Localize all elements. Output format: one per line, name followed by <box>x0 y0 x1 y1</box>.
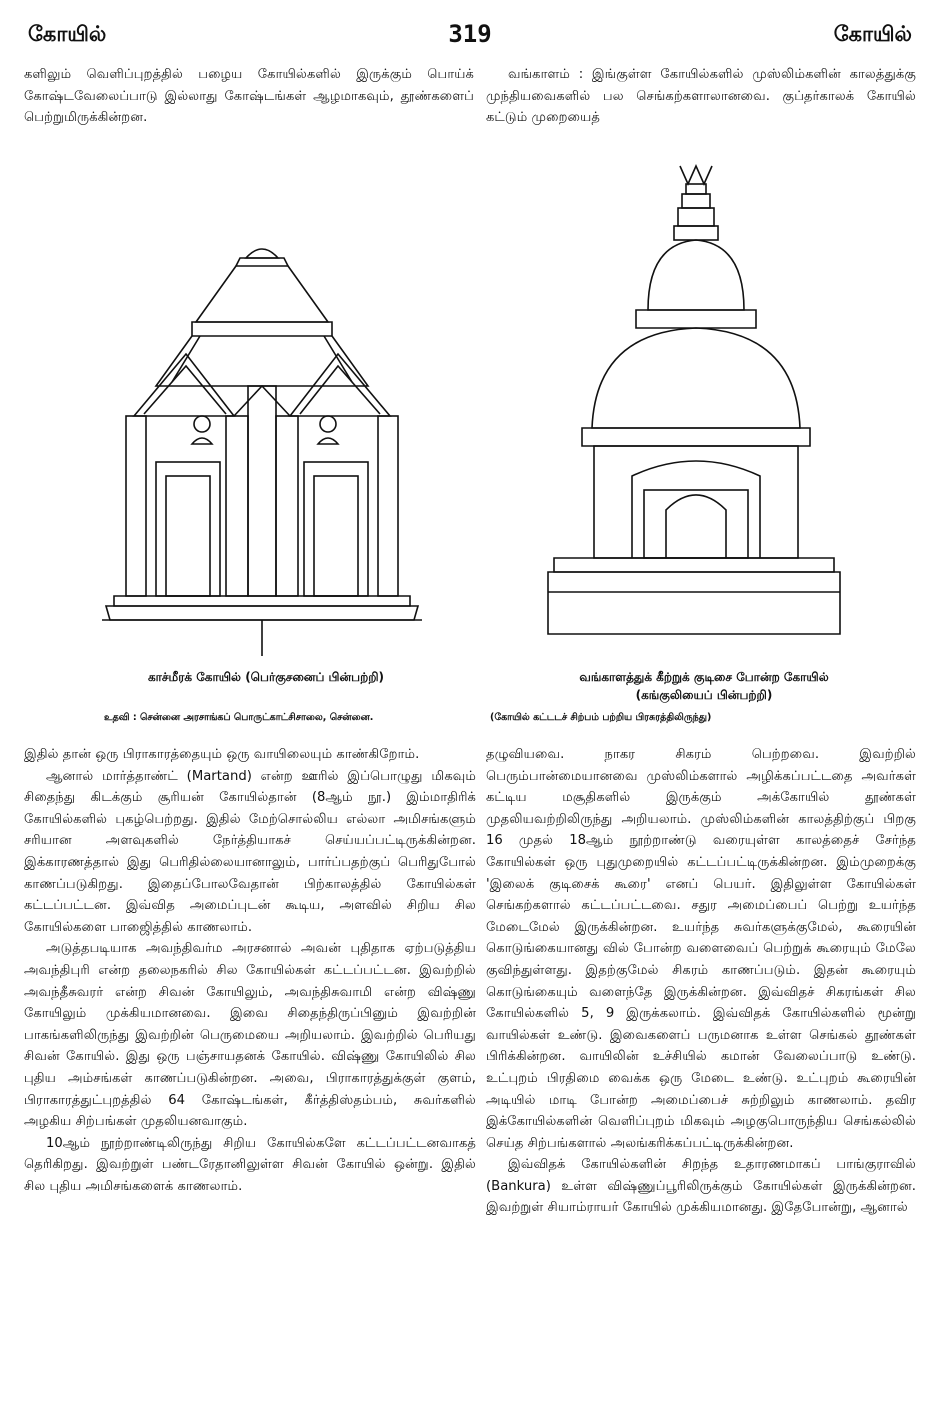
paragraph: அடுத்தபடியாக அவந்திவர்ம அரசனால் அவன் புதிதாக ஏற்படுத்திய அவந்திபுரி என்ற தலைநகரில் சில கோயில்கள் கட்டப்பட்டன. இவற்றில் அவந்தீசுவரர் என்ற சிவன் கோயிலும், அவந்திசுவாமி என்ற விஷ்ணு கோயிலும் முக்கியமானவை. இவை சிதைந்திருப்பினும் இவற்றின் பாகங்களிலிருந்து இவற்றின் பெருமையை அறியலாம். இவற்றில் பெரியது சிவன் கோயில். இது ஒரு பஞ்சாயதனக் கோயில். விஷ்ணு கோயிலில் சில புதிய அம்சங்கள் காணப்படுகின்றன. அவை, பிராகாரத்துக்குள் குளம், பிராகாரத்துட்புறத்தில் 64 கோஷ்டங்கள், கீர்த்திஸ்தம்பம், சுவர்களில் அழகிய சிற்பங்கள் முதலியனவாகும். <box>24 941 476 1130</box>
paragraph: களிலும் வெளிப்புறத்தில் பழைய கோயில்களில் இருக்கும் பொய்க் கோஷ்டவேலைப்பாடு இல்லாது கோஷ்டங்கள் ஆழமாகவும், தூண்களைப் பெற்றுமிருக்கின்றன. <box>24 67 474 126</box>
figure-caption-right <box>494 668 914 704</box>
paragraph: வங்காளம் : இங்குள்ள கோயில்களில் முஸ்லிம்களின் காலத்துக்கு முந்தியவைகளில் பல செங்கற்களாலானவை. குப்தர்காலக் கோயில் கட்டும் முறையைத் <box>486 67 916 126</box>
figure-credit-right: (கோயில் கட்டடச் சிற்பம் பற்றிய பிரசுரத்திலிருந்து) <box>490 712 712 723</box>
figure-caption-left <box>96 668 436 686</box>
kashmir-temple-illustration <box>96 236 428 656</box>
running-title-left: கோயில் <box>28 22 107 46</box>
caption-text: வங்காளத்துக் கீற்றுக் குடிசை போன்ற கோயில் <box>579 670 829 684</box>
figure-credit-left: உதவி : சென்னை அரசாங்கப் பொருட்காட்சிசாலை, சென்னை. <box>104 712 374 723</box>
caption-text: காச்மீரக் கோயில் (பெர்குசனைப் பின்பற்றி) <box>147 670 385 684</box>
bengal-temple-illustration <box>540 160 848 640</box>
paragraph: 10ஆம் நூற்றாண்டிலிருந்து சிறிய கோயில்களே கட்டப்பட்டனவாகத் தெரிகிறது. இவற்றுள் பண்டரேதானிலுள்ள சிவன் கோயில் ஒன்று. இதில் சில புதிய அமிசங்களைக் காணலாம். <box>24 1135 476 1194</box>
bottom-left-column <box>24 744 476 1197</box>
paragraph: ஆனால் மார்த்தாண்ட் (Martand) என்ற ஊரில் இப்பொழுது மிகவும் சிதைந்து கிடக்கும் சூரியன் கோயில்தான் (8ஆம் நூ.) இம்மாதிரிக் கோயில்களில் புகழ்பெற்றது. இதில் மேற்சொல்லிய எல்லா அமிசங்களும் சரியான அளவுகளில் நேர்த்தியாகச் செய்யப்பட்டிருக்கின்றன. இக்காரணத்தால் இது பெரிதில்லையானாலும், பார்ப்பதற்குப் பெரிதுபோல் காணப்படுகிறது. இதைப்போலவேதான் பிற்காலத்தில் கோயில்கள் கட்டப்பட்டன. இவ்வித அமைப்புடன் கூடிய, அளவில் சிறிய சில கோயில்களை பாஜிைத்தில் காணலாம். <box>24 768 476 935</box>
page-header <box>28 22 912 58</box>
bottom-right-column <box>486 744 916 1219</box>
top-right-column <box>486 64 916 129</box>
page-number: 319 <box>448 20 492 48</box>
running-title-right: கோயில் <box>833 22 912 46</box>
caption-source: (கங்குலியைப் பின்பற்றி) <box>635 688 773 702</box>
top-left-column <box>24 64 474 129</box>
paragraph: தழுவியவை. நாகர சிகரம் பெற்றவை. இவற்றில் பெரும்பான்மையானவை முஸ்லிம்களால் அழிக்கப்பட்டதை அவர்கள் கட்டிய மசூதிகளில் இருக்கும் அக்கோயில் தூண்கள் முதலியவற்றிலிருந்து அறியலாம். முஸ்லிம்களின் காலத்திற்குப் பிறகு 16 முதல் 18ஆம் நூற்றாண்டு வரையுள்ள காலத்தைச் சேர்ந்த கோயில்கள் ஒரு புதுமுறையில் கட்டப்பட்டிருக்கின்றன. இம்முறைக்கு 'இலைக் குடிசைக் கூரை' எனப் பெயர். இதிலுள்ள கோயில்கள் செங்கற்களால் கட்டப்பட்டவை. சதுர அமைப்பைப் பெற்று உயர்ந்த மேடைமேல் இருக்கின்றன. உயர்ந்த சுவர்களுக்குமேல், கூரையின் கொடுங்கையானது வில் போன்ற வளைவைப் பெற்றுக் கூரையும் மேலே குவிந்துள்ளது. இதற்குமேல் சிகரம் காணப்படும். இதன் கூரையும் கொடுங்கையும் வளைந்தே இருக்கின்றன. இவ்விதச் சிகரங்கள் சில கோயில்களில் 5, 9 இருக்கலாம். இவ்விதக் கோயில்களில் மூன்று வாயில்கள் உண்டு. இவைகளைப் பருமனாக உள்ள செங்கல் தூண்கள் பிரிக்கின்றன. வாயிலின் உச்சியில் கமான் வேலைப்பாடு உண்டு. உட்புறம் பிரதிமை வைக்க ஒரு மேடை உண்டு. உட்புறம் கூரையின் அடியில் மாடி போன்ற அமைப்பைச் சுற்றிலும் காணலாம். தவிர இக்கோயில்களின் வெளிப்புறம் மிகவும் அழகுபொருந்திய செங்கல்லில் செய்த சிற்பங்களால் அலங்கரிக்கப்பட்டிருக்கின்றன. <box>486 747 916 1151</box>
paragraph: இதில் தான் ஒரு பிராகாரத்தையும் ஒரு வாயிலையும் காண்கிறோம். <box>24 747 420 762</box>
paragraph: இவ்விதக் கோயில்களின் சிறந்த உதாரணமாகப் பாங்குராவில் (Bankura) உள்ள விஷ்ணுப்பூரிலிருக்கும் கோயில்கள் இருக்கின்றன. இவற்றுள் சியாம்ராயர் கோயில் முக்கியமானது. இதேபோன்று, ஆனால் <box>486 1157 916 1216</box>
